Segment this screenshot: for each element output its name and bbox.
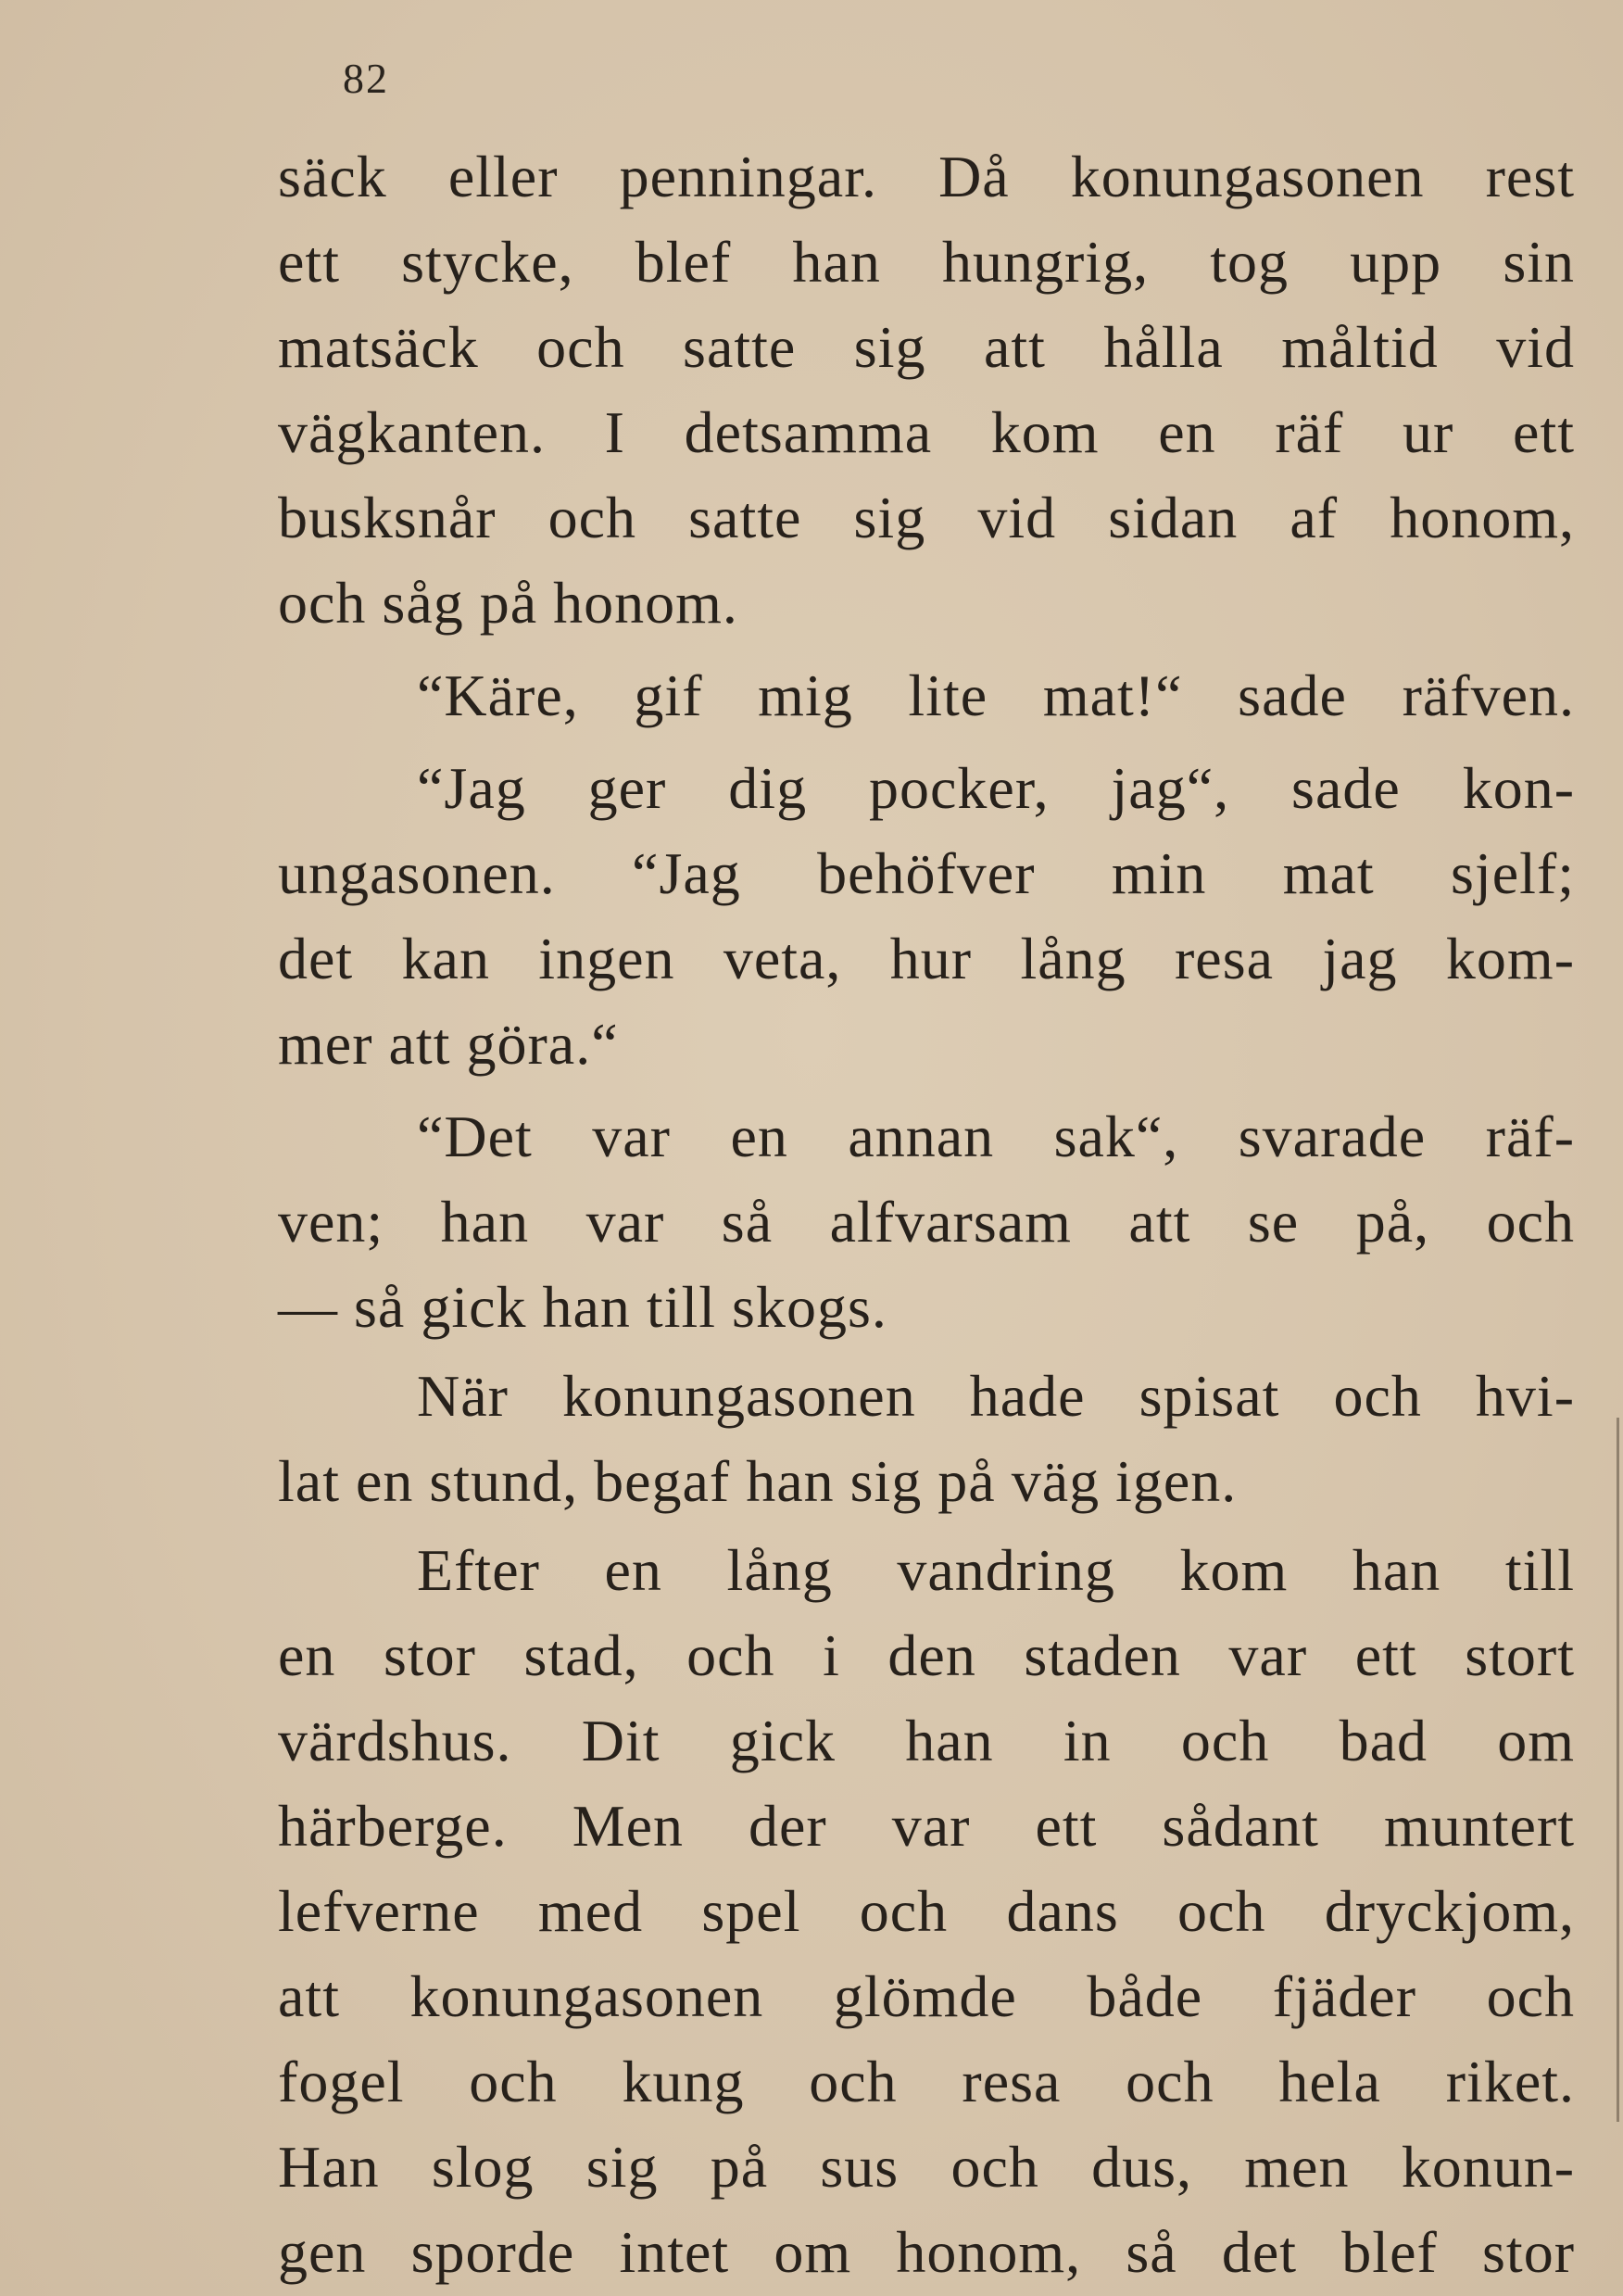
text-line: härberge. Men der var ett sådant muntert (278, 1793, 1575, 1859)
text-line: lefverne med spel och dans och dryckjom, (278, 1878, 1575, 1944)
text-line: matsäck och satte sig att hålla måltid vid (278, 314, 1575, 380)
text-line: Efter en lång vandring kom han till (417, 1537, 1575, 1603)
text-line: “Det var en annan sak“, svarade räf- (417, 1104, 1575, 1169)
text-line: — så gick han till skogs. (278, 1274, 887, 1340)
text-line: ungasonen. “Jag behöfver min mat sjelf; (278, 840, 1575, 906)
text-line: och såg på honom. (278, 570, 738, 636)
text-line: lat en stund, begaf han sig på väg igen. (278, 1448, 1238, 1514)
text-line: vägkanten. I detsamma kom en räf ur ett (278, 399, 1575, 465)
text-line: ett stycke, blef han hungrig, tog upp sin (278, 229, 1575, 295)
text-line: busksnår och satte sig vid sidan af honom, (278, 485, 1575, 550)
text-line: “Käre, gif mig lite mat!“ sade räfven. (417, 662, 1575, 728)
text-line: att konungasonen glömde både fjäder och (278, 1963, 1575, 2029)
text-line: Han slog sig på sus och dus, men konun- (278, 2134, 1575, 2200)
text-line: gen sporde intet om honom, så det blef stor (278, 2219, 1575, 2285)
page-number: 82 (343, 55, 389, 102)
text-line: värdshus. Dit gick han in och bad om (278, 1708, 1575, 1773)
text-line: en stor stad, och i den staden var ett stort (278, 1622, 1575, 1688)
text-line: säck eller penningar. Då konungasonen rest (278, 144, 1575, 209)
text-line: När konungasonen hade spisat och hvi- (417, 1363, 1575, 1429)
text-line: det kan ingen veta, hur lång resa jag kom- (278, 926, 1575, 991)
text-line: “Jag ger dig pocker, jag“, sade kon- (417, 755, 1575, 821)
text-line: mer att göra.“ (278, 1011, 619, 1077)
text-line: ven; han var så alfvarsam att se på, och (278, 1189, 1575, 1255)
text-line: fogel och kung och resa och hela riket. (278, 2049, 1575, 2114)
page-edge-shadow (1617, 1418, 1619, 2122)
